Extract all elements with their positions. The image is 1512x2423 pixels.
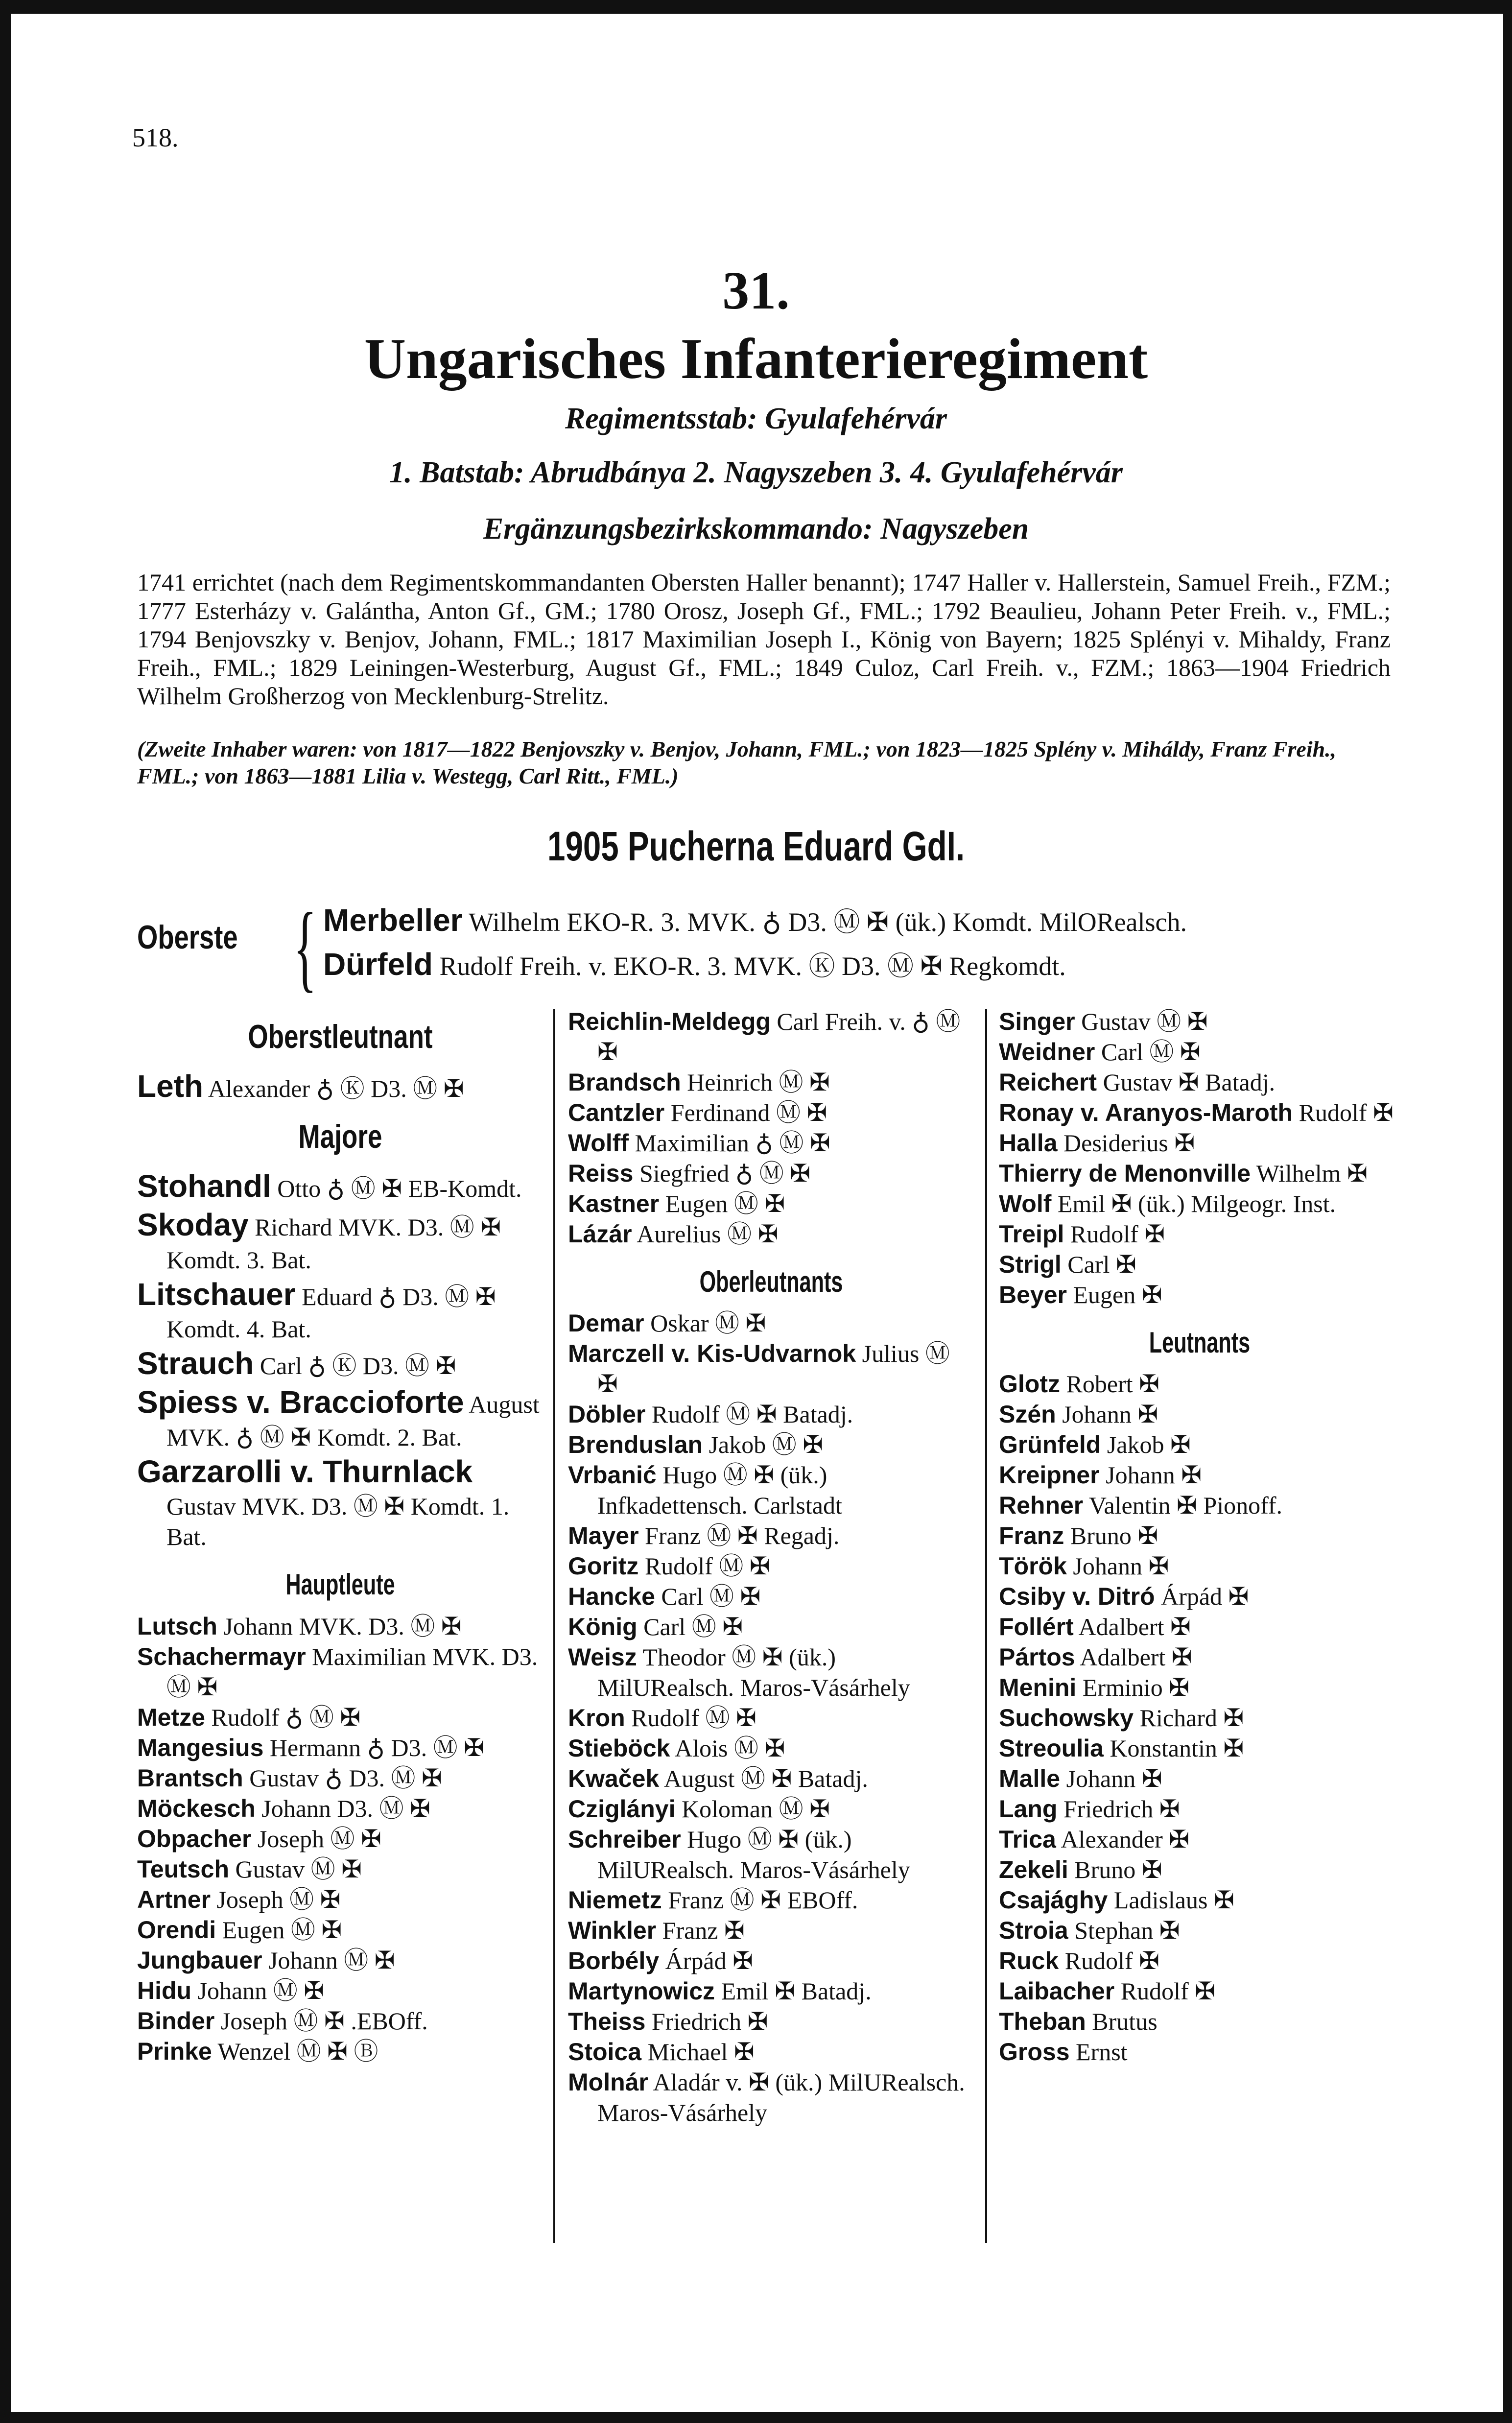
roster-entry <box>999 1369 1400 1399</box>
officer-surname: Jungbauer <box>137 1946 262 1974</box>
heading-leutnants: Leutnants <box>1149 1326 1251 1359</box>
roster-entry <box>999 2006 1400 2037</box>
officer-details: Stephan ✠ <box>1074 1917 1180 1945</box>
officer-surname: Thierry de Menonville <box>999 1160 1251 1187</box>
officer-details: Gustav Ⓜ ✠ <box>235 1855 362 1883</box>
roster-entry <box>137 1611 543 1641</box>
officer-details: Carl Ⓜ ✠ <box>1101 1038 1201 1066</box>
column-2 <box>568 1006 974 2128</box>
officer-surname: Wolf <box>999 1190 1052 1217</box>
roster-entry <box>568 1642 974 1703</box>
officer-details: Aladár v. ✠ (ük.) MilURealsch. Maros-Vásárhely <box>597 2068 965 2127</box>
roster-entry <box>999 1794 1400 1824</box>
officer-surname: Borbély <box>568 1947 660 1975</box>
roster-entry <box>999 1460 1400 1490</box>
roster-entry <box>137 2036 543 2067</box>
officer-surname: Molnár <box>568 2068 648 2096</box>
officer-details: Alexander ♁ Ⓚ D3. Ⓜ ✠ <box>208 1075 464 1103</box>
heading-hauptleute: Hauptleute <box>285 1568 395 1601</box>
officer-details: Hugo Ⓜ ✠ (ük.) MilURealsch. Maros-Vásárhely <box>597 1826 910 1884</box>
officer-details: Árpád ✠ <box>1161 1583 1249 1611</box>
officer-details: Carl Ⓜ ✠ <box>661 1583 761 1611</box>
roster-entry <box>999 1763 1400 1794</box>
officer-details: Johann ✠ <box>1066 1765 1162 1793</box>
officer-surname: Glotz <box>999 1370 1060 1398</box>
roster-entry <box>137 1067 543 1106</box>
officer-details: Bruno ✠ <box>1074 1856 1162 1884</box>
roster-entry <box>999 1249 1400 1280</box>
roster-entry <box>137 1793 543 1824</box>
officer-details: Theodor Ⓜ ✠ (ük.) MilURealsch. Maros-Vásárhely <box>597 1643 910 1702</box>
officer-surname: Garzarolli v. Thurnlack <box>137 1453 473 1489</box>
roster-entry <box>137 1275 543 1344</box>
officer-surname: Csajághy <box>999 1886 1108 1914</box>
roster-entry <box>137 1344 543 1383</box>
roster-entry <box>568 1612 974 1642</box>
officer-details: Jakob ✠ <box>1107 1431 1191 1459</box>
officer-surname: Mayer <box>568 1522 639 1550</box>
officer-surname: Cziglányi <box>568 1795 676 1823</box>
officer-details: Bruno ✠ <box>1070 1522 1158 1550</box>
roster-entry <box>137 1945 543 1975</box>
batstab: 1. Batstab: Abrudbánya 2. Nagyszeben 3. 4. Gyulafehérvár <box>389 456 1123 489</box>
roster-entry <box>568 1067 974 1097</box>
officer-surname: Demar <box>568 1309 644 1337</box>
officer-surname: Niemetz <box>568 1886 662 1914</box>
roster-entry <box>568 2067 974 2128</box>
roster-entry <box>568 1308 974 1338</box>
officer-details: Erminio ✠ <box>1082 1674 1190 1702</box>
officer-surname: Skoday <box>137 1207 249 1243</box>
roster-entry <box>999 1612 1400 1642</box>
roster-entry <box>568 1551 974 1581</box>
officer-surname: Brantsch <box>137 1764 243 1792</box>
regiment-owner: 1905 Pucherna Eduard GdI. <box>547 823 965 869</box>
officer-details: Franz Ⓜ ✠ EBOff. <box>668 1886 858 1914</box>
roster-entry <box>137 1854 543 1884</box>
officer-surname: Mangesius <box>137 1734 264 1761</box>
roster-entry <box>568 1703 974 1733</box>
officer-details: Adalbert ✠ <box>1078 1613 1191 1641</box>
officer-surname: Ronay v. Aranyos-Maroth <box>999 1099 1293 1126</box>
roster-entry <box>568 1219 974 1249</box>
officer-details: Desiderius ✠ <box>1063 1129 1195 1157</box>
officer-surname: Artner <box>137 1885 211 1913</box>
officer-surname: Follért <box>999 1613 1074 1641</box>
officer-surname: Grünfeld <box>999 1431 1101 1459</box>
officer-surname: Cantzler <box>568 1099 665 1126</box>
roster-entry <box>137 1167 543 1206</box>
officer-surname: Schachermayr <box>137 1642 306 1670</box>
officer-details: Ernst <box>1076 2038 1128 2066</box>
roster-entry <box>568 1794 974 1824</box>
roster-entry <box>568 1188 974 1219</box>
officer-surname: Trica <box>999 1826 1056 1853</box>
roster-entry <box>137 1915 543 1945</box>
heading-majore: Majore <box>298 1117 382 1155</box>
roster-entry <box>999 1581 1400 1612</box>
officer-surname: Reiss <box>568 1160 634 1187</box>
roster-entry <box>137 1206 543 1275</box>
officer-details: Carl ✠ <box>1067 1251 1136 1278</box>
roster-entry <box>999 1824 1400 1854</box>
oberst-entry: Dürfeld Rudolf Freih. v. EKO-R. 3. MVK. Ⓚ D3. Ⓜ ✠ Regkomdt. <box>323 947 1066 982</box>
officer-surname: Wolff <box>568 1129 629 1157</box>
officer-details: Koloman Ⓜ ✠ <box>681 1795 830 1823</box>
officer-details: Emil ✠ Batadj. <box>721 1977 872 2005</box>
officer-details: Siegfried ♁ Ⓜ ✠ <box>639 1160 811 1187</box>
roster-entry <box>568 1097 974 1128</box>
roster-entry <box>137 2006 543 2036</box>
heading-oberstleutnant: Oberstleutnant <box>248 1018 433 1055</box>
officer-surname: Suchowsky <box>999 1704 1134 1732</box>
officer-details: Eugen Ⓜ ✠ <box>665 1190 785 1217</box>
officer-details: Richard ✠ <box>1139 1704 1244 1732</box>
officer-surname: Winkler <box>568 1917 657 1945</box>
officer-details: Valentin ✠ Pionoff. <box>1088 1492 1282 1520</box>
officer-surname: Török <box>999 1552 1067 1580</box>
officer-details: Rudolf ✠ <box>1299 1099 1394 1126</box>
officer-details: Joseph Ⓜ ✠ .EBOff. <box>220 2007 428 2035</box>
officer-surname: Malle <box>999 1765 1061 1793</box>
officer-details: Otto ♁ Ⓜ ✠ EB-Komdt. <box>277 1174 522 1202</box>
officer-details: Rudolf Ⓜ ✠ Batadj. <box>651 1401 853 1428</box>
roster-entry <box>999 1854 1400 1885</box>
roster-entry <box>999 1006 1400 1037</box>
officer-surname: Beyer <box>999 1281 1067 1308</box>
officer-details: Wilhelm ✠ <box>1256 1160 1368 1187</box>
officer-surname: Laibacher <box>999 1977 1115 2005</box>
officer-details: Maximilian ♁ Ⓜ ✠ <box>635 1129 830 1157</box>
roster-entry <box>999 1703 1400 1733</box>
officer-surname: Menini <box>999 1674 1077 1702</box>
officer-surname: Lang <box>999 1795 1058 1823</box>
officer-details: Rudolf ✠ <box>1064 1947 1160 1975</box>
roster-entry <box>137 1702 543 1733</box>
officer-surname: Vrbanić <box>568 1461 657 1489</box>
officer-surname: Lutsch <box>137 1612 217 1640</box>
roster-entry <box>999 1158 1400 1188</box>
officer-surname: Rehner <box>999 1492 1084 1520</box>
officer-surname: Weidner <box>999 1038 1095 1066</box>
roster-entry <box>137 1975 543 2006</box>
officer-details: Jakob Ⓜ ✠ <box>709 1431 824 1459</box>
officer-details: Gustav ♁ D3. Ⓜ ✠ <box>249 1764 442 1792</box>
roster-entry <box>568 1733 974 1763</box>
oberst-entry: Merbeller Wilhelm EKO-R. 3. MVK. ♁ D3. Ⓜ ✠ (ük.) Komdt. MilORealsch. <box>323 903 1187 938</box>
roster-entry <box>999 1399 1400 1429</box>
officer-surname: Brenduslan <box>568 1431 703 1459</box>
roster-entry <box>999 1429 1400 1460</box>
officer-surname: Metze <box>137 1703 205 1731</box>
ergaenzungsbezirk: Ergänzungsbezirkskommando: Nagyszeben <box>483 512 1029 546</box>
officer-details: Johann MVK. D3. Ⓜ ✠ <box>223 1612 462 1640</box>
roster-entry <box>568 1429 974 1460</box>
officer-details: Carl Ⓜ ✠ <box>643 1613 743 1641</box>
roster-entry <box>137 1733 543 1763</box>
column-divider <box>553 1009 555 2243</box>
officer-details: Michael ✠ <box>647 2038 755 2066</box>
officer-details: Aurelius Ⓜ ✠ <box>637 1220 779 1248</box>
roster-entry <box>999 1733 1400 1763</box>
officer-details: Johann Ⓜ ✠ <box>197 1976 325 2004</box>
officer-surname: Leth <box>137 1069 204 1104</box>
officer-details: Franz Ⓜ ✠ Regadj. <box>645 1522 840 1550</box>
roster-entry <box>999 1672 1400 1703</box>
regiment-title: Ungarisches Infanterieregiment <box>364 327 1148 391</box>
officer-details: Hermann ♁ D3. Ⓜ ✠ <box>269 1734 484 1761</box>
roster-entry <box>999 1037 1400 1067</box>
officer-surname: Martynowicz <box>568 1977 715 2005</box>
officer-surname: Theiss <box>568 2008 646 2036</box>
officer-surname: Szén <box>999 1401 1056 1428</box>
officer-surname: Kreipner <box>999 1461 1100 1489</box>
officer-surname: Prinke <box>137 2037 212 2065</box>
officer-details: Alois Ⓜ ✠ <box>675 1734 785 1762</box>
officer-details: Adalbert ✠ <box>1080 1643 1192 1671</box>
roster-entry <box>999 1490 1400 1520</box>
roster-entry <box>999 1915 1400 1946</box>
officer-surname: Kwaček <box>568 1765 660 1793</box>
officer-surname: Halla <box>999 1129 1058 1157</box>
second-owners: (Zweite Inhaber waren: von 1817—1822 Benjovszky v. Benjov, Johann, FML.; von 1823—1825 Splény v. Miháldy, Franz Freih., FML.; von 1863—1881 Lilia v. Westegg, Carl Ritt., FML.) <box>137 736 1337 789</box>
officer-surname: Stroia <box>999 1917 1068 1945</box>
officer-details: August Ⓜ ✠ Batadj. <box>663 1765 868 1793</box>
officer-surname: König <box>568 1613 638 1641</box>
regimentsstab: Regimentsstab: Gyulafehérvár <box>565 402 947 435</box>
page-number: 518. <box>132 123 179 152</box>
officer-details: Franz ✠ <box>662 1917 745 1945</box>
roster-entry <box>137 1824 543 1854</box>
officer-details: Johann ✠ <box>1106 1461 1202 1489</box>
officer-details: Heinrich Ⓜ ✠ <box>687 1069 830 1096</box>
officer-surname: Hidu <box>137 1976 192 2004</box>
roster-entry <box>568 1885 974 1915</box>
roster-entry <box>568 1399 974 1429</box>
officer-details: Konstantin ✠ <box>1110 1734 1244 1762</box>
roster-entry <box>568 1338 974 1399</box>
roster-entry <box>137 1452 543 1552</box>
roster-entry <box>568 2037 974 2067</box>
officer-details: Carl Freih. v. ♁ Ⓜ ✠ <box>597 1008 961 1066</box>
officer-surname: Spiess v. Braccioforte <box>137 1384 464 1420</box>
officer-surname: Brandsch <box>568 1069 681 1096</box>
officer-details: Gustav ✠ Batadj. <box>1103 1069 1276 1096</box>
officer-details: Brutus <box>1092 2008 1158 2036</box>
officer-surname: Schreiber <box>568 1826 681 1853</box>
roster-entry <box>999 2037 1400 2067</box>
officer-surname: Teutsch <box>137 1855 229 1883</box>
officer-details: Robert ✠ <box>1066 1370 1159 1398</box>
officer-details: Johann ✠ <box>1073 1552 1169 1580</box>
roster-entry <box>999 1520 1400 1551</box>
officer-surname: Lázár <box>568 1220 632 1248</box>
officer-surname: Treipl <box>999 1220 1064 1248</box>
officer-surname: Döbler <box>568 1401 646 1428</box>
officer-details: Árpád ✠ <box>665 1947 754 1975</box>
officer-details: Hugo Ⓜ ✠ (ük.) Infkadettensch. Carlstadt <box>597 1461 842 1520</box>
officer-surname: Reichert <box>999 1069 1097 1096</box>
officer-details: Friedrich ✠ <box>651 2008 768 2036</box>
roster-entry <box>999 1946 1400 1976</box>
roster-entry <box>568 2006 974 2037</box>
officer-surname: Franz <box>999 1522 1064 1550</box>
roster-entry <box>999 1642 1400 1672</box>
officer-surname: Marczell v. Kis-Udvarnok <box>568 1340 856 1368</box>
roster-entry <box>137 1383 543 1452</box>
roster-entry <box>568 1158 974 1188</box>
officer-details: Friedrich ✠ <box>1063 1795 1180 1823</box>
officer-surname: Obpacher <box>137 1825 252 1853</box>
roster-entry <box>568 1006 974 1067</box>
officer-surname: Kastner <box>568 1190 660 1217</box>
officer-details: Rudolf ✠ <box>1070 1220 1165 1248</box>
officer-details: Johann Ⓜ ✠ <box>268 1946 395 1974</box>
officer-details: Joseph Ⓜ ✠ <box>216 1885 341 1913</box>
officer-details: Alexander ✠ <box>1061 1826 1190 1853</box>
officer-surname: Stohandl <box>137 1168 271 1204</box>
column-divider <box>985 1009 987 2243</box>
roster-entry <box>137 1641 543 1702</box>
officer-surname: Reichlin-Meldegg <box>568 1008 771 1035</box>
officer-surname: Goritz <box>568 1552 639 1580</box>
officer-details: Rudolf ♁ Ⓜ ✠ <box>211 1703 361 1731</box>
roster-entry <box>999 1280 1400 1310</box>
oberste-label: Oberste <box>137 919 238 956</box>
roster-entry <box>999 1067 1400 1097</box>
officer-surname: Orendi <box>137 1916 216 1944</box>
roster-entry <box>568 1520 974 1551</box>
officer-details: Richard MVK. D3. Ⓜ ✠ Komdt. 3. Bat. <box>166 1213 501 1274</box>
roster-entry <box>999 1551 1400 1581</box>
officer-details: Eugen Ⓜ ✠ <box>222 1916 342 1944</box>
officer-surname: Zekeli <box>999 1856 1068 1884</box>
officer-surname: Litschauer <box>137 1276 296 1312</box>
brace: { <box>293 893 317 1001</box>
officer-details: Ladislaus ✠ <box>1113 1886 1234 1914</box>
roster-entry <box>137 1763 543 1793</box>
officer-details: Gustav MVK. D3. Ⓜ ✠ Komdt. 1. Bat. <box>166 1493 510 1551</box>
officer-surname: Binder <box>137 2007 215 2035</box>
roster-entry <box>568 1946 974 1976</box>
roster-entry <box>568 1128 974 1158</box>
officer-surname: Gross <box>999 2038 1070 2066</box>
officer-details: Ferdinand Ⓜ ✠ <box>670 1099 827 1126</box>
officer-details: Oskar Ⓜ ✠ <box>650 1309 766 1337</box>
officer-details: Joseph Ⓜ ✠ <box>257 1825 381 1853</box>
officer-details: Wenzel Ⓜ ✠ Ⓑ <box>217 2037 378 2065</box>
officer-details: Carl ♁ Ⓚ D3. Ⓜ ✠ <box>260 1352 456 1380</box>
regiment-history: 1741 errichtet (nach dem Regimentskommandanten Obersten Haller benannt); 1747 Haller v. Hallerstein, Samuel Freih., FZM.; 1777 Esterházy v. Galántha, Anton Gf., GM.; 1780 Orosz, Joseph Gf., FML.; 1792 Beaulieu, Johann Peter Freih. v., FML.; 1794 Benjovszky v. Benjov, Johann, FML.; 1817 Maximilian Joseph I., König von Bayern; 1825 Splényi v. Mihaldy, Franz Freih., FML.; 1829 Leiningen-Westerburg, August Gf., FML.; 1849 Culoz, Carl Freih. v., FZM.; 1863—1904 Friedrich Wilhelm Großherzog von Mecklenburg-Strelitz. <box>137 569 1391 710</box>
officer-surname: Streoulia <box>999 1734 1104 1762</box>
roster-entry <box>999 1219 1400 1249</box>
roster-entry <box>568 1824 974 1885</box>
roster-entry <box>999 1885 1400 1915</box>
officer-surname: Singer <box>999 1008 1075 1035</box>
officer-surname: Weisz <box>568 1643 637 1671</box>
heading-oberleutnants: Oberleutnants <box>699 1265 843 1298</box>
officer-details: Maximilian MVK. D3. Ⓜ ✠ <box>166 1642 538 1701</box>
regiment-number: 31. <box>722 261 790 320</box>
officer-details: Rudolf Ⓜ ✠ <box>644 1552 770 1580</box>
column-3 <box>999 1006 1400 2067</box>
officer-surname: Strauch <box>137 1346 254 1381</box>
officer-details: Johann ✠ <box>1062 1401 1158 1428</box>
roster-entry <box>568 1581 974 1612</box>
officer-surname: Strigl <box>999 1251 1062 1278</box>
officer-surname: Theban <box>999 2008 1086 2036</box>
roster-entry <box>999 1188 1400 1219</box>
officer-surname: Kron <box>568 1704 625 1732</box>
roster-entry <box>999 1097 1400 1128</box>
roster-entry <box>137 1884 543 1915</box>
roster-entry <box>568 1460 974 1520</box>
officer-details: Eduard ♁ D3. Ⓜ ✠ Komdt. 4. Bat. <box>166 1283 496 1343</box>
officer-surname: Csiby v. Ditró <box>999 1583 1155 1611</box>
officer-details: August MVK. ♁ Ⓜ ✠ Komdt. 2. Bat. <box>166 1391 540 1451</box>
officer-surname: Stoica <box>568 2038 642 2066</box>
officer-surname: Hancke <box>568 1583 655 1611</box>
column-1 <box>137 1006 543 2067</box>
roster-entry <box>568 1976 974 2006</box>
roster-entry <box>999 1976 1400 2006</box>
roster-entry <box>999 1128 1400 1158</box>
officer-details: Julius Ⓜ ✠ <box>597 1340 950 1398</box>
officer-details: Johann D3. Ⓜ ✠ <box>261 1794 430 1822</box>
officer-details: Emil ✠ (ük.) Milgeogr. Inst. <box>1057 1190 1336 1217</box>
officer-details: Gustav Ⓜ ✠ <box>1081 1008 1208 1035</box>
officer-surname: Pártos <box>999 1643 1075 1671</box>
officer-details: Rudolf Ⓜ ✠ <box>631 1704 756 1732</box>
officer-surname: Möckesch <box>137 1794 256 1822</box>
officer-surname: Ruck <box>999 1947 1059 1975</box>
officer-surname: Stieböck <box>568 1734 670 1762</box>
roster-entry <box>568 1915 974 1946</box>
officer-details: Rudolf ✠ <box>1120 1977 1216 2005</box>
roster-entry <box>568 1763 974 1794</box>
officer-details: Eugen ✠ <box>1073 1281 1162 1308</box>
